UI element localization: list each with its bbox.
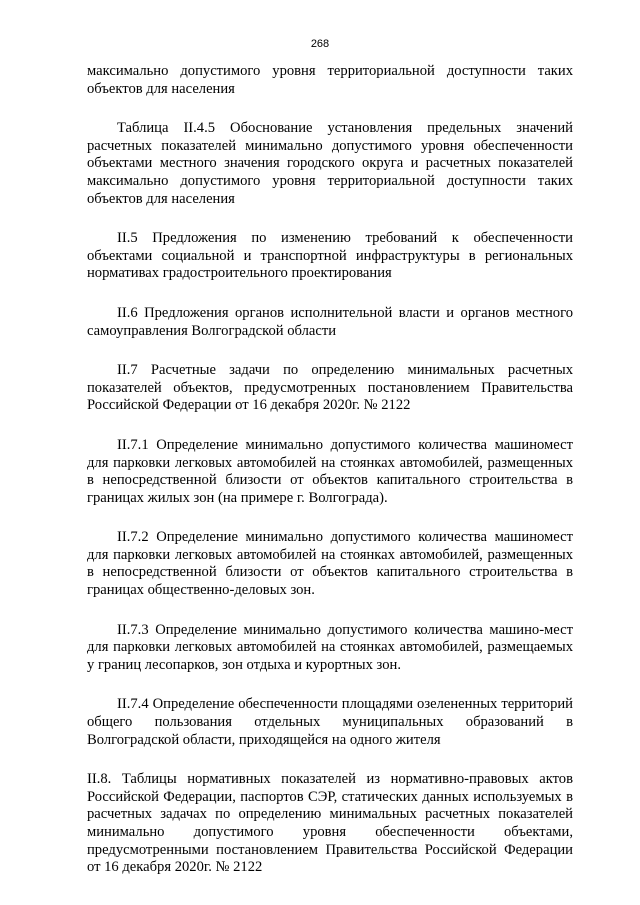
heading-ii-8: II.8. Таблицы нормативных показателей из нормативно-правовых актов Российской Федерации, паспортов СЭР, статических данных используемых в расчетных задачах по определению минимальных расчетных показателей минимально допустимого уровня обеспеченности объектами, предусмотренными постановлением Правительства Российской Федерации от 16 декабря 2020г. № 2122 [87,771,573,876]
heading-ii-6: II.6 Предложения органов исполнительной власти и органов местного самоуправления Волгоградской области [87,304,573,339]
heading-ii-7: II.7 Расчетные задачи по определению минимальных расчетных показателей объектов, предусмотренных постановлением Правительства Российской Федерации от 16 декабря 2020г. № 2122 [87,362,573,414]
heading-ii-5: II.5 Предложения по изменению требований к обеспеченности объектами социальной и транспортной инфраструктуры в региональных нормативах градостроительного проектирования [87,230,573,282]
paragraph-continuation: максимально допустимого уровня территориальной доступности таких объектов для населения [87,63,573,97]
heading-ii-7-3: II.7.3 Определение минимально допустимого количества машино-мест для парковки легковых автомобилей на стоянках автомобилей, размещаемых у границ лесопарков, зон отдыха и курортных зон. [87,621,573,673]
heading-ii-7-4: II.7.4 Определение обеспеченности площадями озелененных территорий общего пользования отдельных муниципальных образований в Волгоградской области, приходящейся на одного жителя [87,696,573,748]
document-body [87,63,573,877]
heading-ii-7-1: II.7.1 Определение минимально допустимого количества машиномест для парковки легковых автомобилей на стоянках автомобилей, размещенных в непосредственной близости от объектов капитального строительства в границах жилых зон (на примере г. Волгограда). [87,436,573,506]
page-number: 268 [310,38,330,50]
paragraph-table-ii-4-5: Таблица II.4.5 Обоснование установления предельных значений расчетных показателей минимально допустимого уровня обеспеченности объектами местного значения городского округа и расчетных показателей максимально допустимого уровня территориальной доступности таких объектов для населения [87,120,573,207]
heading-ii-7-2: II.7.2 Определение минимально допустимого количества машиномест для парковки легковых автомобилей на стоянках автомобилей, размещенных в непосредственной близости от объектов капитального строительства в границах общественно-деловых зон. [87,529,573,599]
